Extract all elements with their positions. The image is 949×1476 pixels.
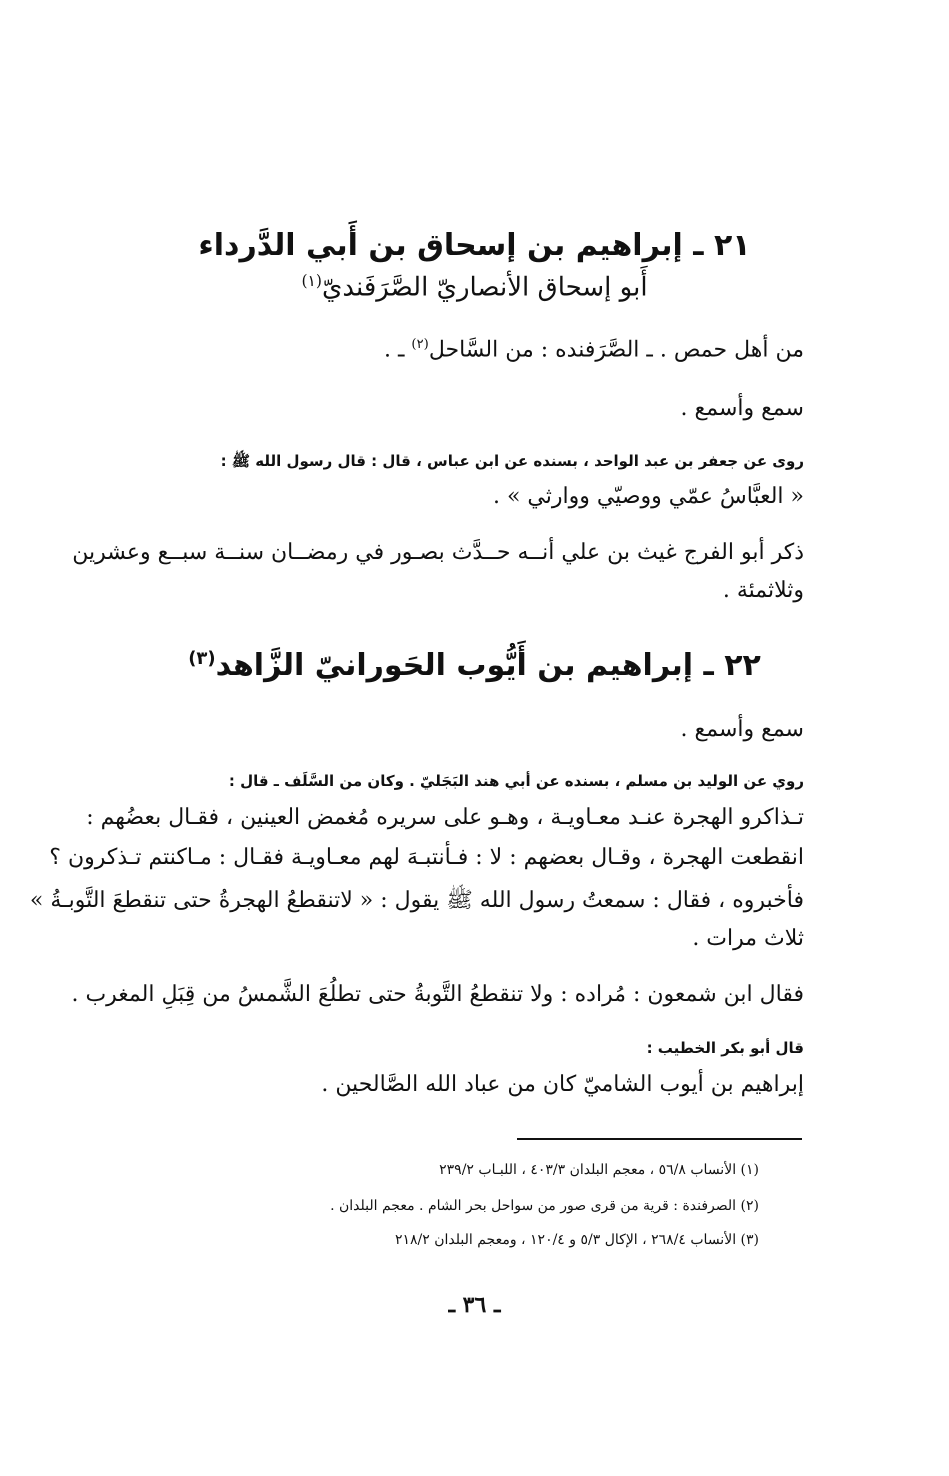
entry-21-heard-line: سمع وأسمع . (680, 396, 804, 421)
entry-21-hadith-quote: « العبَّاسُ عمّي ووصيّي ووارثي » . (492, 484, 804, 509)
footnote-3: (٣) الأنساب ٢٦٨/٤ ، الإكال ٥/٣ و ١٢٠/٤ ، ومعجم البلدان ٢١٨/٢ (395, 1232, 759, 1248)
footnote-1: (١) الأنساب ٥٦/٨ ، معجم البلدان ٤٠٣/٣ ، اللبـاب ٢٣٩/٢ (439, 1162, 759, 1178)
entry-21-note-line-1: ذكر أبو الفرج غيث بن علي أنــه حــدَّث بصـور في رمضــان سنــة سبــع وعشرين (72, 540, 804, 565)
footnote-divider (517, 1138, 802, 1140)
entry-22-heard-line: سمع وأسمع . (680, 717, 804, 742)
entry-21-origin-line (384, 337, 804, 362)
entry-22-narration-line: روي عن الوليد بن مسلم ، بسنده عن أبي هند البَجَليّ . وكان من السَّلَف ـ قال : (228, 772, 804, 790)
footnote-ref-2: (٢) (411, 337, 429, 352)
entry-22-title (0, 648, 949, 683)
entry-21-origin-end: ـ . (383, 337, 405, 363)
entry-22-text-line-3: فأخبروه ، فقال : سمعتُ رسول الله ﷺ يقول : « لاتنقطعُ الهجرةُ حتى تنقطعَ التَّوبـةُ » (29, 888, 804, 913)
entry-22-khatib-statement: إبراهيم بن أيوب الشاميّ كان من عباد الله الصَّالحين . (321, 1072, 804, 1097)
entry-21-title-text: ٢١ ـ إبراهيم بن إسحاق بن أَبي الدَّرداء (198, 228, 751, 263)
footnote-2: (٢) الصرفندة : قرية من قرى صور من سواحل بحر الشام . معجم البلدان . (330, 1198, 759, 1214)
footnote-ref-3: (٣) (188, 648, 216, 669)
entry-21-subtitle (0, 272, 949, 303)
entry-22-commentary-line: فقال ابن شمعون : مُراده : ولا تنقطعُ التَّوبةُ حتى تطلُعَ الشَّمسُ من قِبَلِ المغرب . (71, 982, 804, 1007)
page-number: ـ ٣٦ ـ (448, 1292, 501, 1318)
entry-22-text-line-2: انقطعت الهجرة ، وقـال بعضهم : لا : فـأنتبـهَ لهم معـاويـة فقـال : مـاكنتم تـذكرون ؟ (49, 845, 804, 870)
entry-22-khatib-label: قال أبو بكر الخطيب : (646, 1039, 804, 1057)
entry-21-narration-line: روى عن جعفر بن عبد الواحد ، بسنده عن ابن عباس ، قال : قال رسول الله ﷺ : (220, 452, 804, 470)
entry-22-text-line-1: تـذاكرو الهجرة عنـد معـاويـة ، وهـو على سريره مُغمض العينين ، فقـال بعضُهم : (86, 805, 804, 830)
entry-21-origin-text: من أهل حمص . ـ الصَّرَفنده : من السَّاحل (428, 337, 804, 363)
entry-22-text-line-4: ثلاث مرات . (692, 926, 804, 951)
footnote-ref-1: (١) (301, 272, 323, 290)
entry-21-title (0, 228, 949, 263)
entry-21-subtitle-text: أَبو إسحاق الأنصاريّ الصَّرَفَنديّ (322, 272, 648, 303)
entry-22-title-text: ٢٢ ـ إبراهيم بن أَيُّوب الحَورانيّ الزَّاهد (215, 648, 761, 683)
entry-21-note-line-2: وثلاثمئة . (722, 578, 804, 603)
